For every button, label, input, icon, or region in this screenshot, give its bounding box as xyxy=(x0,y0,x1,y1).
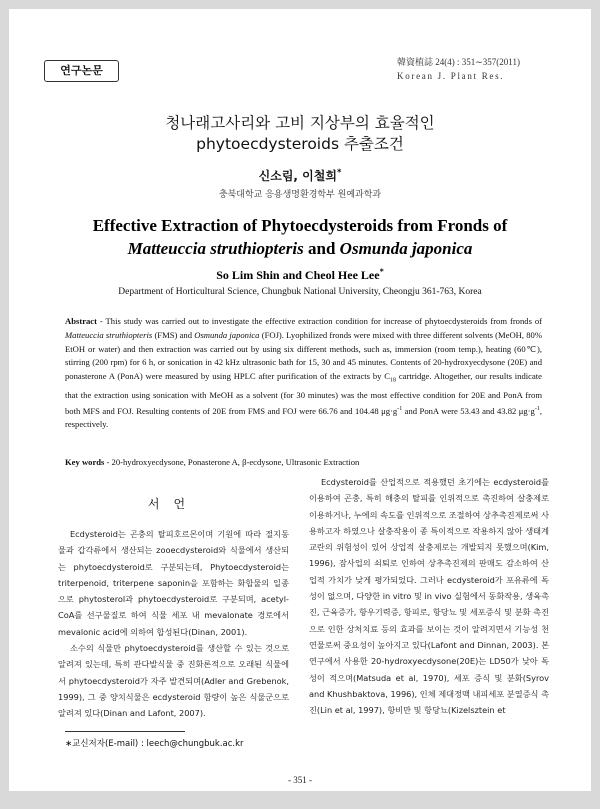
abstract: Abstract - This study was carried out to investigate the effective extraction condition for increase of phytoecdysteroids from fronds of Matteuccia struthiopteris (FMS) and Osmunda japonica (FOJ). Lyophilized fronds were mixed with three different solvents (MeOH, 80% EtOH or water) and then extraction was carried out by using six different methods, such as, immersion (room temp.), heating (60℃), stirring (200 rpm) for 6 h, or sonication in 42 kHz ultrasonic bath for 15, 30 and 45 minutes. Contents of 20-hydroxyecdysone (20E) and ponasterone A (PonA) were measured by using HPLC after purification of the extracts by $C_{18}$ cartridge. Altogether, our results indicate that the extraction using sonication with MeOH as a solvent (for 30 minutes) was the most effective condition for 20E and PonA from both MFS and FOJ. Resulting contents of 20E from FMS and FOJ were 66.76 and 104.48 $\mu g\cdot g^{-1}$ and PonA were 53.43 and 43.82 $\mu g\cdot g^{-1}$, respectively. xyxy=(65,316,543,430)
korean-title-line-2: phytoecdysteroids 추출조건 xyxy=(196,135,404,153)
left-column xyxy=(58,481,289,722)
english-title xyxy=(9,214,591,260)
english-affiliation: Department of Horticultural Science, Chungbuk National University, Cheongju 361-763, Korea xyxy=(118,287,482,297)
english-title-line-1: Effective Extraction of Phytoecdysteroids from Fronds of xyxy=(92,216,508,235)
article-type-badge: 연구논문 xyxy=(44,60,119,82)
keywords-label: Key words xyxy=(65,457,105,467)
keywords xyxy=(65,457,542,467)
citation-line-1: 韓資植誌 24(4) : 351∼357(2011) xyxy=(397,57,520,67)
citation-line-2: Korean J. Plant Res. xyxy=(397,71,505,81)
journal-citation xyxy=(397,55,563,83)
right-column xyxy=(309,474,549,718)
abstract-label: Abstract xyxy=(65,316,97,326)
body-paragraph: 소수의 식물만 phytoecdysteroid를 생산할 수 있는 것으로 알려져 있는데, 특히 관다발식물 중 진화론적으로 오래된 식물에서 phytoecdysteroid가 자주 발견되며(Adler and Grebenok, 1999), 그 중 양치식물은 ecdysteroid 함량이 높은 식물군으로 알려져 있다(Dinan and Lafont, 2007). xyxy=(58,643,289,719)
footnote-divider xyxy=(65,731,185,732)
english-title-line-2: Matteuccia struthiopteris and Osmunda japonica xyxy=(127,239,473,258)
keywords-list: - 20-hydroxyecdysone, Ponasterone A, β-ecdysone, Ultrasonic Extraction xyxy=(106,457,360,467)
korean-affiliation: 충북대학교 응용생명환경학부 원예과학과 xyxy=(218,190,382,200)
korean-author-names: 신소림, 이철희 xyxy=(258,169,337,183)
korean-title-line-1: 청나래고사리와 고비 지상부의 효율적인 xyxy=(165,114,435,132)
paper-page xyxy=(9,9,591,791)
english-author-names: So Lim Shin and Cheol Hee Lee xyxy=(216,268,380,282)
english-authors: So Lim Shin and Cheol Hee Lee* xyxy=(216,267,384,282)
body-paragraph: Ecdysteroid는 곤충의 탈피호르몬이며 기원에 따라 절지동물과 갑각류에서 생산되는 zooecdysteroid와 식물에서 생산되는 phytoecdysteroid로 구분되는데, Phytoecdysteroid는 triterpenoid, triterpene saponin을 포함하는 화합물의 일종으로 phytosterol과 phytoecdysteroid로 구분되며, acetyl-CoA를 선구물질로 하여 식물 세포 내 mevalonate 경로에서 mevalonic acid에 의하여 합성된다(Dinan, 2001). xyxy=(58,529,289,637)
section-heading: 서언 xyxy=(147,497,200,511)
body-paragraph: Ecdysteroid를 산업적으로 적용했던 초기에는 ecdysteroid를 이용하여 곤충, 특히 해충의 탈피를 인위적으로 촉진하여 살충제로 이용하거나, 누에의 속도를 인위적으로 조절하여 상추촉진제로써 사용하고자 하였으나 살충작용이 종 특이적으로 작용하지 않아 생태계 교란의 위험성이 있어 상업적 살충제로는 개발되지 못했으며(Kim, 1996), 잠사업의 쇠퇴로 인하여 상추촉진제의 판매도 감소하여 산업적 가치가 낮게 평가되었다. 그러나 ecdysteroid가 포유류에 독성이 없으며, 다양한 in vitro 및 in vivo 실험에서 동화작용, 생육촉진, 근육증가, 항우기력증, 항피로, 항당뇨 및 세포증식 및 분화 촉진으로 인한 상처치료 등의 효과를 보이는 것이 알려지면서 기능성 천연물로써 중요성이 높아지고 있다(Lafont and Dinnan, 2003). 본 연구에서 사용한 20-hydroxyecdysone(20E)는 LD50가 낮아 독성이 적으며(Matsuda et al, 1970), 세포 증식 및 분화(Syrov and Khushbaktova, 1996), 인체 제대정맥 내피세포 분열증식 촉진(Lin et al, 1997), 항비만 및 항당뇨(Kizelsztein et xyxy=(309,477,549,716)
corresponding-mark: * xyxy=(336,167,342,177)
page-number: - 351 - xyxy=(288,775,312,785)
korean-authors xyxy=(9,167,591,184)
korean-title xyxy=(9,113,591,155)
corresponding-author-footnote: ∗교신저자(E-mail) : leech@chungbuk.ac.kr xyxy=(65,739,244,749)
